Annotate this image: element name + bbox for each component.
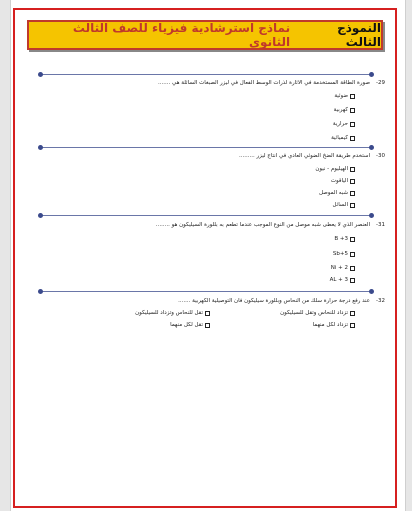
question-text: استخدم طريقة الضخ الضوئي العادي في انتاج ليزر ......... [239,153,370,159]
header-banner [27,20,383,50]
separator-line [41,147,371,148]
checkbox-icon[interactable] [350,122,355,127]
checkbox-icon[interactable] [350,311,355,316]
question-29 [45,78,385,88]
option-32-d[interactable] [170,321,210,329]
option-32-a[interactable] [280,309,355,317]
checkbox-icon[interactable] [350,191,355,196]
option-label: تقل لكل منهما [170,322,203,328]
option-label: Sb+5 [332,251,348,257]
question-32 [45,296,385,306]
checkbox-icon[interactable] [350,108,355,113]
question-text: صورة الطاقة المستخدمة في الاثارة لذرات الوسط الفعال في ليزر الصبغات السائلة هي ....... [158,80,370,86]
option-label: كهربية [333,107,348,113]
option-32-c[interactable] [313,321,355,329]
option-29-c[interactable] [333,120,355,128]
option-label: AL + 3 [329,277,348,283]
option-label: السائل [332,202,348,208]
checkbox-icon[interactable] [350,136,355,141]
question-number: 31- [376,222,385,228]
viewer-left-margin [0,0,11,511]
separator-line [41,215,371,216]
option-label: تقل للنحاس وتزداد للسيليكون [135,310,203,316]
checkbox-icon[interactable] [205,323,210,328]
option-30-c[interactable] [319,189,355,197]
option-29-b[interactable] [334,106,355,114]
checkbox-icon[interactable] [350,237,355,242]
document-page [13,8,397,508]
separator-line [41,291,371,292]
checkbox-icon[interactable] [350,203,355,208]
question-30 [45,151,385,161]
option-31-b[interactable] [333,250,355,258]
option-30-d[interactable] [333,201,355,209]
checkbox-icon[interactable] [350,167,355,172]
option-label: حرارية [332,121,348,127]
checkbox-icon[interactable] [205,311,210,316]
checkbox-icon[interactable] [350,252,355,257]
option-31-a[interactable] [334,235,355,243]
option-30-a[interactable] [315,165,355,173]
checkbox-icon[interactable] [350,266,355,271]
option-label: شبه الموصل [318,190,348,196]
viewer-right-margin [405,0,412,511]
option-label: تزداد للنحاس وتقل للسيليكون [280,310,348,316]
option-label: B +3 [334,236,348,242]
separator-line [41,74,371,75]
option-label: الهيليوم - نيون [315,166,348,172]
checkbox-icon[interactable] [350,278,355,283]
question-number: 29- [376,80,385,86]
option-30-b[interactable] [331,177,355,185]
option-32-b[interactable] [135,309,210,317]
question-text: عند رفع درجة حرارة سلك من النحاس وبللورة سيليكون فان التوصيلية الكهربية ....... [178,298,370,304]
option-31-c[interactable] [331,264,355,272]
option-31-d[interactable] [330,276,355,284]
question-text: العنصر الذي لا يعطى شبه موصل من النوع الموجب عندما تطعم به بللورة السيليكون هو ........ [155,222,370,228]
option-29-a[interactable] [334,92,355,100]
question-number: 30- [376,153,385,159]
option-29-d[interactable] [331,134,355,142]
checkbox-icon[interactable] [350,323,355,328]
model-label: النموذج الثالث [337,21,381,49]
option-label: ضوئية [334,93,348,99]
option-label: الياقوت [330,178,348,184]
option-label: كيميائية [331,135,348,141]
option-label: Ni + 2 [330,265,348,271]
question-31 [45,220,385,230]
checkbox-icon[interactable] [350,179,355,184]
checkbox-icon[interactable] [350,94,355,99]
question-number: 32- [376,298,385,304]
option-label: تزداد لكل منهما [312,322,348,328]
banner-title: نماذج استرشادية فيزياء للصف الثالث الثانوى [72,21,291,49]
